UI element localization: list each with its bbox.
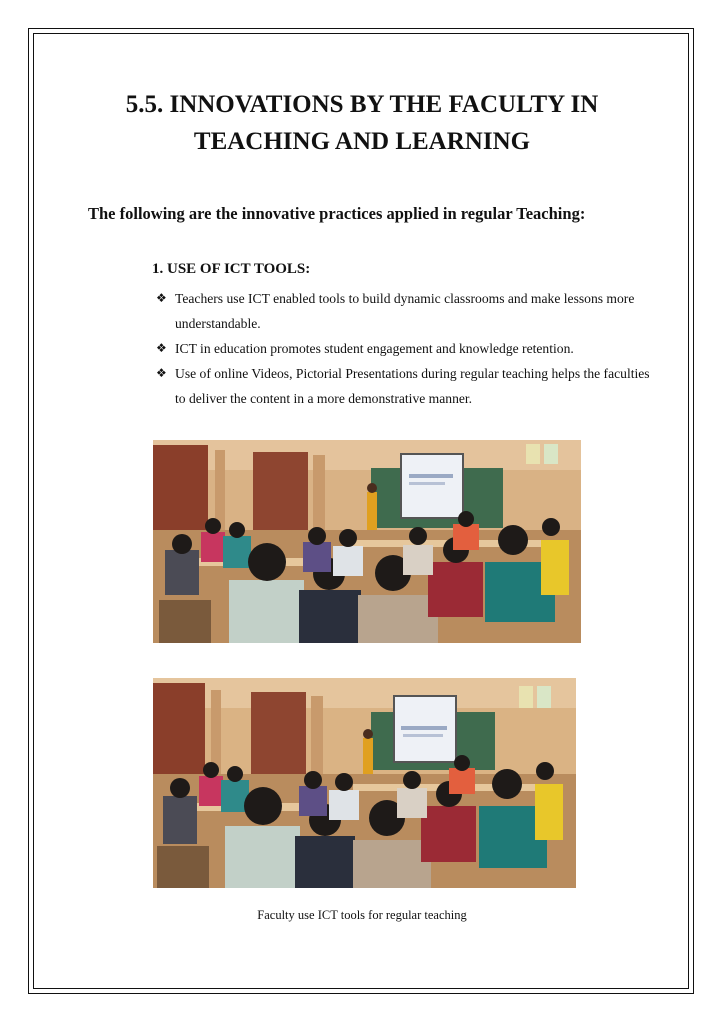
diamond-bullet-icon: ❖ <box>156 366 167 380</box>
diamond-bullet-icon: ❖ <box>156 291 167 305</box>
classroom-photo-1 <box>153 440 581 643</box>
section-heading: 1. USE OF ICT TOOLS: <box>152 261 311 277</box>
bullet-text: ICT in education promotes student engagement and knowledge retention. <box>175 341 574 356</box>
bullet-text: Teachers use ICT enabled tools to build dynamic classrooms and make lessons more understandable. <box>175 291 635 331</box>
list-item <box>156 336 656 361</box>
classroom-photo-image <box>153 440 581 643</box>
list-item <box>156 286 656 336</box>
photo-caption: Faculty use ICT tools for regular teaching <box>257 908 467 922</box>
bullet-list <box>156 286 656 411</box>
title-line-2: TEACHING AND LEARNING <box>193 128 531 155</box>
diamond-bullet-icon: ❖ <box>156 341 167 355</box>
list-item <box>156 361 656 411</box>
intro-text: The following are the innovative practices applied in regular Teaching: <box>88 204 586 223</box>
classroom-photo-2 <box>153 678 576 888</box>
title-line-1: 5.5. INNOVATIONS BY THE FACULTY IN <box>125 91 599 118</box>
classroom-photo-image <box>153 678 576 888</box>
bullet-text: Use of online Videos, Pictorial Presentations during regular teaching helps the faculties to deliver the content in a more demonstrative manner. <box>175 366 650 406</box>
page-title <box>60 86 664 160</box>
